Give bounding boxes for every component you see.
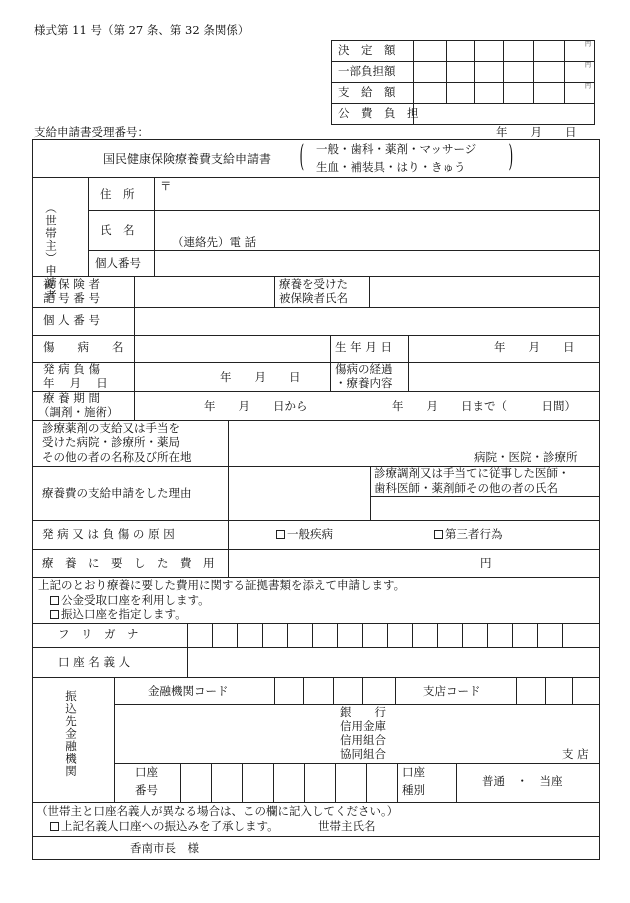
insured-personal-number-label: 個 人 番 号 [43,313,100,327]
title-paren-close: ) [508,139,514,174]
consent-note: （世帯主と口座名義人が異なる場合は、この欄に記入してください。） [36,804,399,818]
practitioner-label-1: 診療調剤又は手当てに従事した医師・ [374,466,570,480]
checkbox[interactable] [50,596,59,605]
designated-account-option[interactable]: 振込口座を指定します。 [50,608,187,621]
reason-label: 療養費の支給申請をした理由 [42,486,192,500]
hospital-label-2: 受けた病院・診療所・薬局 [42,435,180,449]
copayment-label: 一部負担額 [338,64,396,78]
period-dispensing-label: （調剤・施術） [38,405,119,419]
addressee: 香南市長 様 [130,841,199,855]
decided-amount-label: 決 定 額 [338,43,396,57]
checkbox[interactable] [50,822,59,831]
treated-person-name-label: 被保険者氏名 [279,291,348,305]
period-label: 療 養 期 間 [43,391,100,405]
title-option-line2: 生血・補装具・はり・きゅう [316,160,466,174]
birth-date-value: 年 月 日 [494,340,575,354]
insured-symbol-label: 被 保 険 者 [43,277,100,291]
address-label: 住 所 [100,187,135,201]
practitioner-label-2: 歯科医師・薬剤師その他の者の氏名 [374,481,558,495]
treated-person-label: 療養を受けた [279,277,348,291]
hospital-type-options: 病院・医院・診療所 [474,450,578,464]
title-paren-open: ( [299,139,305,174]
bank-type-credit-union: 信用組合 [340,733,386,747]
checkbox[interactable] [276,530,285,539]
period-from: 年 月 日から [204,399,308,413]
cause-option-general[interactable]: 一般疾病 [276,528,333,541]
onset-label: 発 病 負 傷 [43,362,100,376]
account-kind-label-2: 種別 [402,783,425,797]
form-number: 様式第 11 号（第 27 条、第 32 条関係） [34,23,250,37]
contact-phone-label: （連絡先）電 話 [172,235,257,249]
onset-date-value: 年 月 日 [220,370,301,384]
checkbox[interactable] [434,530,443,539]
bank-code-label: 金融機関コード [148,684,229,698]
branch-suffix: 支 店 [562,747,589,761]
yen-unit: 円 [585,62,592,69]
postal-mark: 〒 [160,179,172,193]
public-expense-label: 公 費 負 担 [338,106,419,120]
cost-label: 療 養 に 要 し た 費 用 [42,556,215,570]
bank-type-bank: 銀 行 [340,705,386,719]
branch-code-label: 支店コード [423,684,481,698]
name-label: 氏 名 [100,223,135,237]
consent-option[interactable]: 上記名義人口座への振込みを了承します。 [50,820,279,833]
treatment-content-label: ・療養内容 [335,376,393,390]
title-option-line1: 一般・歯科・薬剤・マッサージ [316,142,477,156]
receipt-date: 年 月 日 [496,125,577,139]
onset-date-label: 年 月 日 [43,376,108,390]
transfer-institution-label: 振込先金融機関 [64,690,78,778]
furigana-label: フ リ ガ ナ [58,627,139,641]
hospital-label-3: その他の者の名称及び所在地 [42,450,192,464]
account-number-label-1: 口座 [135,765,158,779]
applicant-side-label: （世帯主）申請者 [44,202,58,302]
birth-date-label: 生 年 月 日 [335,340,392,354]
account-kind-options: 普通 ・ 当座 [482,774,563,788]
hospital-label-1: 診療薬剤の支給又は手当を [42,421,180,435]
household-head-label: 世帯主氏名 [318,819,376,833]
yen-unit: 円 [585,83,592,90]
cause-label: 発 病 又 は 負 傷 の 原 因 [42,527,175,541]
account-holder-label: 口 座 名 義 人 [58,655,131,669]
bank-type-cooperative: 協同組合 [340,747,386,761]
account-number-label-2: 番号 [135,783,158,797]
course-label: 傷病の経過 [335,362,393,376]
form-title: 国民健康保険療養費支給申請書 [103,152,272,166]
cost-unit: 円 [480,556,492,570]
yen-unit: 円 [585,41,592,48]
applicant-personal-number-label: 個人番号 [95,256,141,270]
declaration-text: 上記のとおり療養に要した費用に関する証拠書類を添えて申請します。 [38,578,406,592]
receipt-number-label: 支給申請書受理番号： [34,125,149,139]
payment-amount-label: 支 給 額 [338,85,396,99]
public-account-option[interactable]: 公金受取口座を利用します。 [50,594,210,607]
insured-number-label: 記 号 番 号 [43,291,100,305]
account-kind-label-1: 口座 [402,765,425,779]
cause-option-third-party[interactable]: 第三者行為 [434,528,503,541]
checkbox[interactable] [50,610,59,619]
period-to: 年 月 日まで（ 日間） [392,399,576,413]
disease-name-label: 傷 病 名 [43,340,124,354]
bank-type-shinkin: 信用金庫 [340,719,386,733]
